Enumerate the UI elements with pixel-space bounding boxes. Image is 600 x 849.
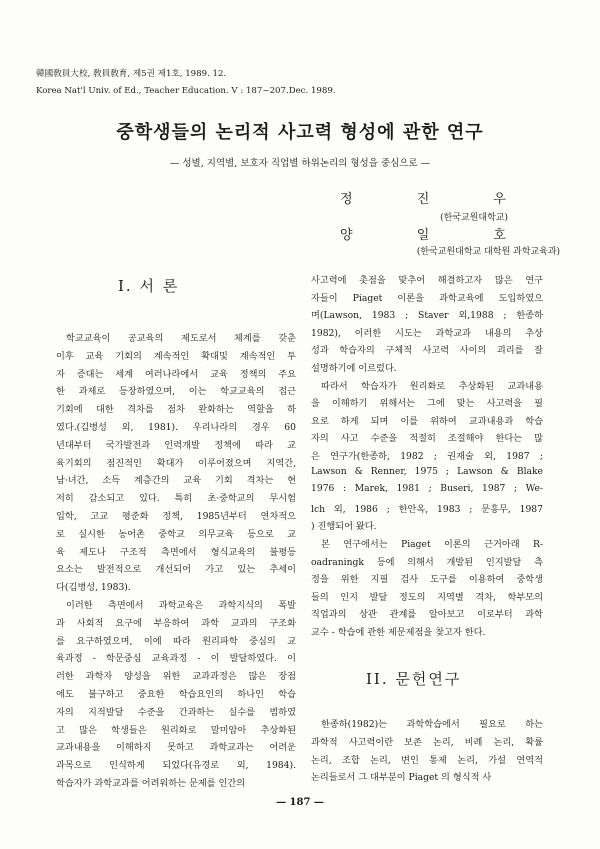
text-line: 본 연구에서는 Piaget 이론의 근거아래 R- bbox=[321, 539, 543, 550]
section-heading-review: II. 문헌연구 bbox=[366, 670, 462, 688]
text-line: 학교교육이 공교육의 제도로서 체계를 갖춘 bbox=[66, 333, 296, 344]
text-line: 논리, 조합 논리, 변인 통제 논리, 가설 연역적 bbox=[311, 754, 543, 766]
text-line: 을 이해하기 위해서는 그에 맞는 사고력을 필 bbox=[311, 398, 543, 410]
text-line: 과 사회적 요구에 부응하여 과학 교과의 구조화 bbox=[56, 617, 296, 629]
author-name-2: 양 일 호 bbox=[340, 228, 536, 243]
text-line: 설명하기에 이르렀다. bbox=[311, 363, 397, 374]
journal-header bbox=[36, 66, 336, 100]
text-line: 논리들로서 그 대부분이 Piaget 의 형식적 사 bbox=[311, 772, 492, 784]
section-heading-intro: I. 서 론 bbox=[118, 277, 180, 295]
text-line: 로 실시한 농어촌 중학교 의무교육 등으로 교 bbox=[56, 528, 296, 540]
text-line: 요소는 발전적으로 개선되어 가고 있는 추세이 bbox=[56, 564, 296, 576]
text-line: 직업과의 상관 관계를 알아보고 이로부터 과학 bbox=[311, 609, 543, 621]
text-line: 러한 과학자 양성을 위한 교과과정은 많은 장점 bbox=[56, 671, 296, 683]
text-line: 고 많은 학생들은 원리화로 말미암아 추상화된 bbox=[56, 724, 296, 736]
text-line: 한종하(1982)는 과학학습에서 필요로 하는 bbox=[321, 719, 543, 730]
journal-header-line2: Korea Nat'l Univ. of Ed., Teacher Education. V : 187~207.Dec. 1989. bbox=[36, 86, 336, 96]
author-affiliation-2: (한국교원대학교 대학원 과학교육과) bbox=[416, 247, 560, 257]
text-line: 저히 감소되고 있다. 특히 초·중학교의 무시험 bbox=[56, 493, 296, 505]
text-line: 1976 : Marek, 1981 ; Buseri, 1987 ; We- bbox=[311, 483, 543, 495]
text-line: lch 외, 1986 ; 한안옥, 1983 ; 문흥무, 1987 bbox=[311, 503, 543, 515]
text-line: 육과정 - 학문중심 교육과정 - 이 발달하였다. 이 bbox=[56, 653, 296, 665]
paper-subtitle: — 성별, 지역별, 보호자 직업별 하위논리의 형성을 중심으로 — bbox=[169, 158, 431, 169]
text-line: 요로 하게 되며 이를 위하여 교과내용과 학습 bbox=[311, 415, 543, 427]
text-line: 따라서 학습자가 원리화로 추상화된 교과내용 bbox=[321, 380, 543, 392]
text-line: 학습자가 과학교과를 어려워하는 문제를 인간의 bbox=[56, 778, 246, 789]
text-line: 은 연구가(한종하, 1982 ; 권재술 외, 1987 ; bbox=[311, 451, 543, 462]
text-line: 를 요구하였으며, 이에 따라 원리파학 중심의 교 bbox=[56, 635, 296, 647]
text-line: 자의 지적발달 수준을 간과하는 실수를 범하였 bbox=[56, 706, 296, 718]
text-line: 자 증대는 세계 여러나라에서 교육 정책의 주요 bbox=[56, 368, 296, 380]
text-line: 다(김병성, 1983). bbox=[56, 582, 131, 594]
text-line: 교수 - 학습에 관한 제문제점을 찾고자 한다. bbox=[311, 627, 486, 638]
journal-header-line1: 韓國敎員大校, 敎員敎育, 제5권 제1호, 1989. 12. bbox=[36, 69, 227, 79]
text-line: 사고력에 촛점을 맞추어 해결하고자 많은 연구 bbox=[311, 275, 543, 286]
text-line: 년대부터 국가발전과 인력개발 정책에 따라 교 bbox=[56, 439, 296, 451]
text-line: 에도 불구하고 중요한 학습요인의 하나인 학습 bbox=[56, 689, 296, 700]
text-line: 기회에 대한 격차를 점차 완화하는 역할을 하 bbox=[56, 404, 296, 416]
text-line: 교과내용을 이해하지 못하고 과학교과는 어려운 bbox=[56, 742, 296, 754]
author-affiliation-1: (한국교원대학교) bbox=[440, 213, 508, 223]
text-line: 1982), 이러한 시도는 과학교과 내용의 추상 bbox=[311, 327, 543, 339]
text-line: 성과 학습자의 구체적 사고력 사이의 괴리를 잘 bbox=[311, 345, 543, 357]
text-line: 과목으로 인식하게 되었다(유경로 외, 1984). bbox=[56, 760, 296, 772]
text-line: 들의 인지 발달 정도의 지역별 격차, 학부모의 bbox=[311, 591, 543, 603]
text-line: 육기회의 점진적인 확대가 이루어졌으며 지역간, bbox=[56, 457, 296, 469]
text-line: 과학적 사고력이란 보존 논리, 비례 논리, 확률 bbox=[311, 736, 543, 748]
text-line: 자의 사고 수준을 적절히 조절해야 한다는 많 bbox=[311, 433, 543, 445]
text-line: 육 제도나 구조적 측면에서 형식교육의 불평등 bbox=[56, 546, 296, 558]
text-line: 자들이 Piaget 이론을 과학교육에 도입하였으 bbox=[311, 292, 543, 304]
text-line: 남·녀간, 소득 계층간의 교육 기회 격차는 현 bbox=[56, 475, 296, 487]
text-line: 이후 교육 기회의 계속적인 확대및 계속적인 투 bbox=[56, 350, 296, 362]
text-line: 이러한 측면에서 과학교육은 과학지식의 폭발 bbox=[66, 600, 296, 611]
text-line: 였다.(김병성 외, 1981). 우리나라의 경우 60 bbox=[56, 422, 296, 433]
text-line: Lawson & Renner, 1975 ; Lawson & Blake bbox=[311, 465, 543, 477]
text-line: 한 과제로 등장하였으며, 이는 학교교육의 접근 bbox=[56, 386, 296, 398]
text-line: ) 진행되어 왔다. bbox=[311, 521, 377, 533]
text-line: 입학, 고교 평준화 정책, 1985년부터 연차적으 bbox=[56, 511, 296, 522]
text-line: 며(Lawson, 1983 ; Staver 외,1988 ; 한종하 bbox=[311, 310, 543, 322]
page-number: — 187 — bbox=[276, 797, 324, 808]
text-line: 정을 위한 지필 검사 도구를 이용하여 중학생 bbox=[311, 574, 543, 586]
paper-title: 중학생들의 논리적 사고력 형성에 관한 연구 bbox=[116, 122, 484, 143]
author-name-1: 정 진 우 bbox=[340, 192, 536, 207]
text-line: oadraningk 등에 의해서 개발된 인지발달 측 bbox=[311, 556, 543, 568]
